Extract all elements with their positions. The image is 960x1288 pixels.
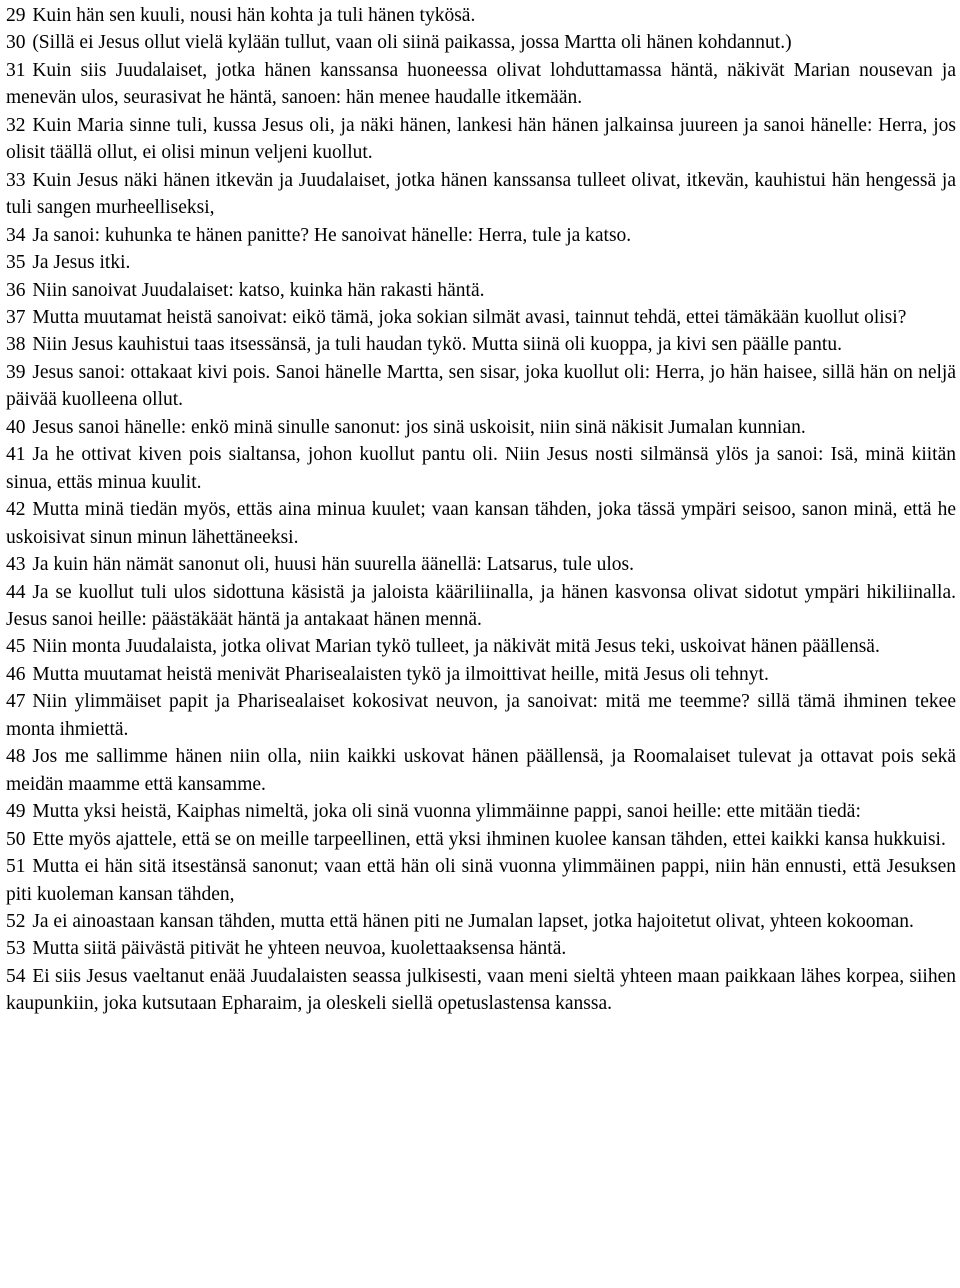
verse-number: 38	[6, 334, 26, 356]
verse-number: 44	[6, 581, 26, 603]
verse-number: 51	[6, 856, 26, 878]
verse	[6, 688, 956, 743]
verse	[6, 359, 956, 414]
verse-number: 45	[6, 636, 26, 658]
verse-number: 53	[6, 938, 26, 960]
verse-number: 50	[6, 828, 26, 850]
verse	[6, 853, 956, 908]
verse-number: 29	[6, 5, 26, 26]
verse-text: Kuin hän sen kuuli, nousi hän kohta ja tuli hänen tykösä.	[32, 5, 476, 26]
verse-number: 40	[6, 416, 26, 438]
verse-text: Jesus sanoi: ottakaat kivi pois. Sanoi hänelle Martta, sen sisar, joka kuollut oli: Herra, jo hän haisee, sillä hän on neljä päivää kuolleena ollut.	[6, 361, 956, 411]
verse	[6, 2, 956, 29]
verse	[6, 167, 956, 222]
verse-number: 41	[6, 444, 26, 466]
verse	[6, 222, 956, 249]
verse-text: Mutta muutamat heistä sanoivat: eikö tämä, joka sokian silmät avasi, tainnut tehdä, ettei tämäkään kuollut olisi?	[32, 306, 907, 328]
verse	[6, 935, 956, 962]
verse-text: Niin Jesus kauhistui taas itsessänsä, ja tuli haudan tykö. Mutta siinä oli kuoppa, ja kivi sen päälle pantu.	[32, 334, 842, 356]
verse-text: Mutta siitä päivästä pitivät he yhteen neuvoa, kuolettaaksensa häntä.	[32, 938, 567, 960]
verse-text: Niin sanoivat Juudalaiset: katso, kuinka hän rakasti häntä.	[32, 279, 485, 301]
verse-text: Niin ylimmäiset papit ja Pharisealaiset kokosivat neuvon, ja sanoivat: mitä me teemme? sillä tämä ihminen tekee monta ihmiettä.	[6, 691, 956, 740]
verse	[6, 496, 956, 551]
verse-list	[6, 2, 956, 1018]
verse	[6, 29, 956, 56]
verse	[6, 249, 956, 276]
verse-text: Mutta muutamat heistä menivät Pharisealaisten tykö ja ilmoittivat heille, mitä Jesus oli tehnyt.	[32, 663, 769, 685]
verse	[6, 551, 956, 578]
verse	[6, 963, 956, 1018]
verse-text: Ja ei ainoastaan kansan tähden, mutta että hänen piti ne Jumalan lapset, jotka hajoitetut olivat, yhteen kokooman.	[32, 910, 914, 932]
verse-number: 52	[6, 910, 26, 932]
verse	[6, 579, 956, 634]
verse-number: 36	[6, 279, 26, 301]
verse-text: (Sillä ei Jesus ollut vielä kylään tullut, vaan oli siinä paikassa, jossa Martta oli hänen kohdannut.)	[32, 32, 792, 54]
verse-number: 48	[6, 746, 26, 768]
verse-text: Jesus sanoi hänelle: enkö minä sinulle sanonut: jos sinä uskoisit, niin sinä näkisit Jumalan kunnian.	[32, 416, 806, 438]
verse-text: Ja sanoi: kuhunka te hänen panitte? He sanoivat hänelle: Herra, tule ja katso.	[32, 224, 632, 246]
verse-text: Jos me sallimme hänen niin olla, niin kaikki uskovat hänen päällensä, ja Roomalaiset tulevat ja ottavat pois sekä meidän maamme että kansamme.	[6, 746, 956, 795]
verse	[6, 743, 956, 798]
verse-text: Ja he ottivat kiven pois sialtansa, johon kuollut pantu oli. Niin Jesus nosti silmänsä ylös ja sanoi: Isä, minä kiitän sinua, ettäs minua kuulit.	[6, 444, 956, 493]
verse-number: 54	[6, 965, 26, 987]
verse	[6, 57, 956, 112]
verse	[6, 331, 956, 358]
verse	[6, 826, 956, 853]
verse-number: 43	[6, 554, 26, 576]
verse-number: 39	[6, 361, 26, 383]
verse-number: 32	[6, 114, 26, 136]
verse-number: 47	[6, 691, 26, 713]
verse	[6, 633, 956, 660]
verse-text: Mutta yksi heistä, Kaiphas nimeltä, joka oli sinä vuonna ylimmäinne pappi, sanoi heille: ette mitään tiedä:	[32, 801, 861, 823]
verse-number: 31	[6, 59, 26, 81]
verse-number: 35	[6, 252, 26, 274]
verse	[6, 441, 956, 496]
verse	[6, 414, 956, 441]
verse	[6, 112, 956, 167]
verse-number: 46	[6, 663, 26, 685]
verse-text: Kuin Jesus näki hänen itkevän ja Juudalaiset, jotka hänen kanssansa tulleet olivat, itkevän, kauhistui hän hengessä ja tuli sangen murheelliseksi,	[6, 169, 956, 219]
verse-text: Ja Jesus itki.	[32, 252, 131, 274]
verse	[6, 304, 956, 331]
verse	[6, 661, 956, 688]
verse-text: Ja kuin hän nämät sanonut oli, huusi hän suurella äänellä: Latsarus, tule ulos.	[32, 554, 634, 576]
verse-number: 49	[6, 801, 26, 823]
verse-number: 33	[6, 169, 26, 191]
verse-text: Niin monta Juudalaista, jotka olivat Marian tykö tulleet, ja näkivät mitä Jesus teki, uskoivat hänen päällensä.	[32, 636, 880, 658]
verse	[6, 277, 956, 304]
verse-text: Ette myös ajattele, että se on meille tarpeellinen, että yksi ihminen kuolee kansan tähden, ettei kaikki kansa hukkuisi.	[32, 828, 946, 850]
verse-text: Kuin Maria sinne tuli, kussa Jesus oli, ja näki hänen, lankesi hän hänen jalkainsa juureen ja sanoi hänelle: Herra, jos olisit täällä ollut, ei olisi minun veljeni kuollut.	[6, 114, 956, 164]
verse-text: Mutta ei hän sitä itsestänsä sanonut; vaan että hän oli sinä vuonna ylimmäinen pappi, niin hän ennusti, että Jesuksen piti kuoleman kansan tähden,	[6, 856, 956, 905]
verse-number: 30	[6, 32, 26, 54]
verse	[6, 798, 956, 825]
verse	[6, 908, 956, 935]
verse-number: 34	[6, 224, 26, 246]
verse-text: Ja se kuollut tuli ulos sidottuna käsistä ja jaloista kääriliinalla, ja hänen kasvonsa olivat sidotut ympäri hikiliinalla. Jesus sanoi heille: päästäkäät häntä ja antakaat hänen mennä.	[6, 581, 956, 630]
verse-text: Kuin siis Juudalaiset, jotka hänen kanssansa huoneessa olivat lohduttamassa häntä, näkivät Marian nousevan ja menevän ulos, seurasivat he häntä, sanoen: hän menee haudalle itkemään.	[6, 59, 956, 109]
verse-number: 42	[6, 499, 26, 521]
verse-text: Ei siis Jesus vaeltanut enää Juudalaisten seassa julkisesti, vaan meni sieltä yhteen maan paikkaan lähes korpea, siihen kaupunkiin, joka kutsutaan Epharaim, ja oleskeli siellä opetuslastensa kanssa.	[6, 965, 956, 1015]
verse-number: 37	[6, 306, 26, 328]
verse-text: Mutta minä tiedän myös, ettäs aina minua kuulet; vaan kansan tähden, joka tässä ympäri seisoo, sanon minä, että he uskoisivat sinun minun lähettäneeksi.	[6, 499, 956, 548]
